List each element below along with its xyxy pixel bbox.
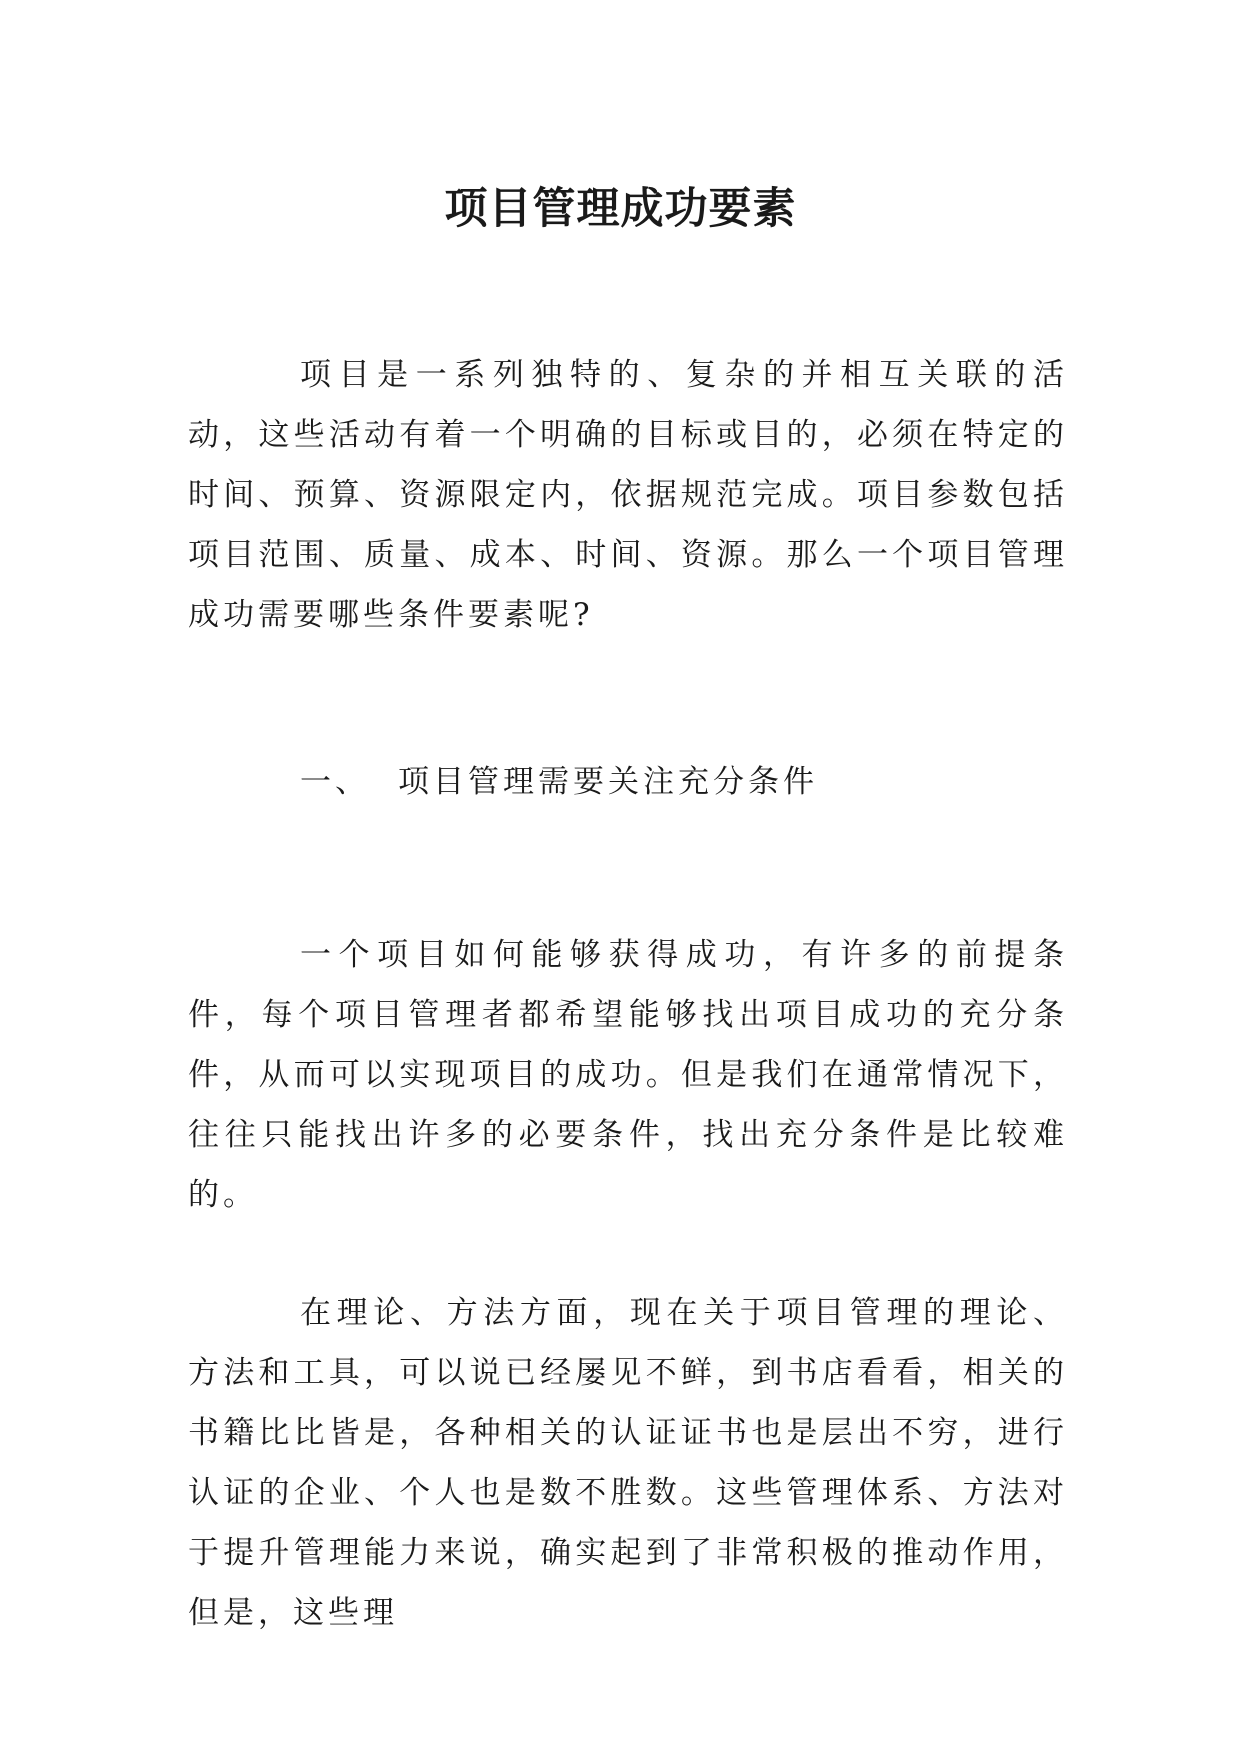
section-heading [300, 752, 818, 812]
intro-paragraph: 项目是一系列独特的、复杂的并相互关联的活动，这些活动有着一个明确的目标或目的，必须在特定的时间、预算、资源限定内，依据规范完成。项目参数包括项目范围、质量、成本、时间、资源。那么一个项目管理成功需要哪些条件要素呢? [188, 357, 1068, 633]
section-heading-text: 项目管理需要关注充分条件 [398, 764, 818, 800]
body-paragraph: 一个项目如何能够获得成功，有许多的前提条件，每个项目管理者都希望能够找出项目成功的充分条件，从而可以实现项目的成功。但是我们在通常情况下，往往只能找出许多的必要条件，找出充分条件是比较难的。 [188, 937, 1068, 1213]
body-paragraph: 在理论、方法方面，现在关于项目管理的理论、方法和工具，可以说已经屡见不鲜，到书店看看，相关的书籍比比皆是，各种相关的认证证书也是层出不穷，进行认证的企业、个人也是数不胜数。这些管理体系、方法对于提升管理能力来说，确实起到了非常积极的推动作用，但是，这些理 [188, 1295, 1068, 1631]
section-number: 一、 [300, 764, 370, 800]
document-title: 项目管理成功要素 [444, 183, 797, 234]
